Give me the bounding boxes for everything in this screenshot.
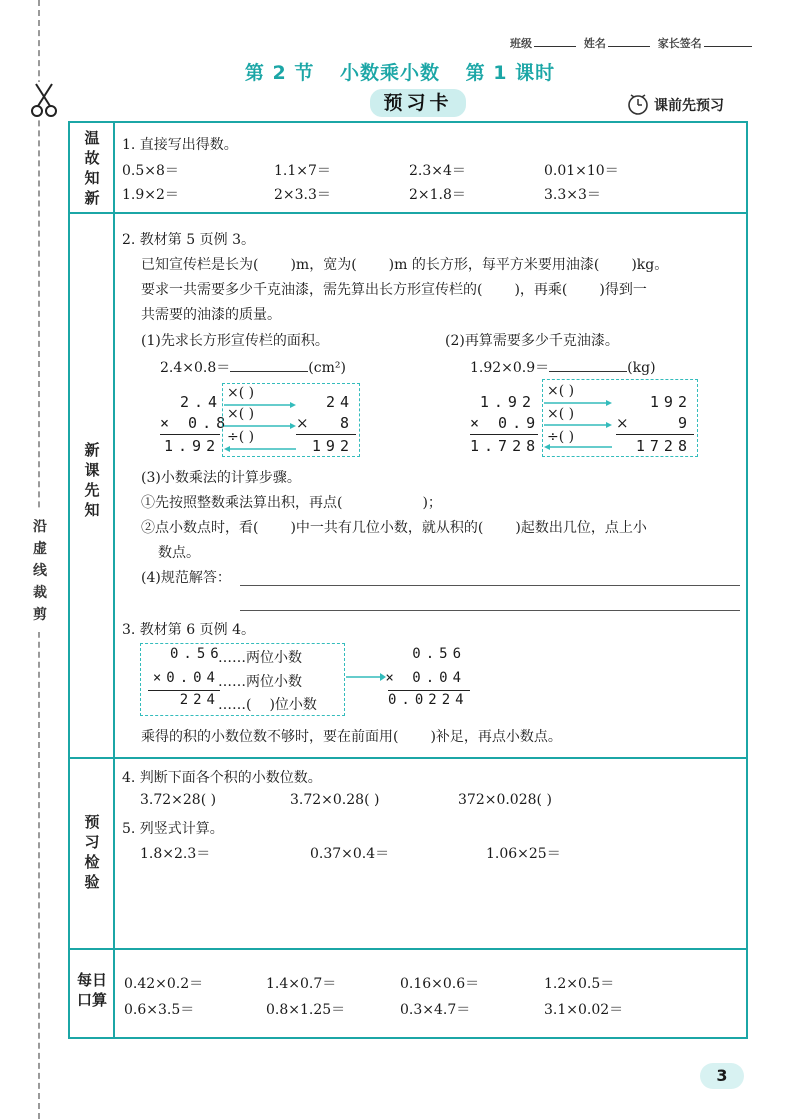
parent-sign-blank[interactable] <box>704 46 752 47</box>
daily-item: 0.16×0.6＝ <box>400 976 480 992</box>
preview-card-badge: 预习卡 <box>370 89 466 117</box>
preview-label: 课前先预习 <box>654 98 724 114</box>
step2-expression: 1.92×0.9＝ <box>470 360 550 376</box>
q2-paragraph: 共需要的油漆的质量。 <box>141 307 281 323</box>
lesson-period: 第 1 课时 <box>465 62 556 84</box>
q1-item: 1.9×2＝ <box>122 187 179 203</box>
calc-rule <box>296 434 356 435</box>
step3-rule-a <box>141 492 442 512</box>
ex-factor-a: 0.56 <box>170 646 224 662</box>
q1-item: 2×1.8＝ <box>409 187 466 203</box>
daily-item: 0.42×0.2＝ <box>124 976 204 992</box>
step3-text: )中一共有几位小数，就从积的( <box>290 520 484 536</box>
cut-char: 沿 <box>33 519 47 535</box>
calc-rule <box>388 690 470 691</box>
q4-title: 4. 判断下面各个积的小数位数。 <box>122 770 322 786</box>
section-divider <box>68 948 748 950</box>
label-column-divider <box>113 121 115 1039</box>
step1-unit: (cm²) <box>308 360 346 376</box>
name-blank[interactable] <box>608 46 650 47</box>
q2-text: )得到一 <box>599 282 647 298</box>
q5-item: 1.8×2.3＝ <box>140 846 211 862</box>
daily-item: 0.3×4.7＝ <box>400 1002 471 1018</box>
q4-item: 3.72×28( ) <box>140 792 217 808</box>
step1-expression: 2.4×0.8＝ <box>160 360 231 376</box>
calc-factor-a: 2.4 <box>180 393 223 411</box>
q1-item: 3.3×3＝ <box>544 187 601 203</box>
cut-char: 线 <box>33 563 47 579</box>
step2-unit: (kg) <box>627 360 656 376</box>
step3-text: )起数出几位，点上小 <box>515 520 647 536</box>
section-label-newlesson: 新课先知 <box>84 441 100 519</box>
calc-factor-b: × 0.8 <box>160 414 231 432</box>
conversion-op: ×( ) <box>227 385 255 401</box>
ex-note-text: ……( <box>218 697 252 713</box>
ex-note <box>218 694 317 714</box>
calc-int-a: 192 <box>649 393 692 411</box>
step1-equation <box>160 357 346 377</box>
conversion-op: ÷( ) <box>547 429 575 445</box>
answer-blank[interactable] <box>230 371 308 372</box>
answer-line[interactable] <box>240 610 740 611</box>
step3-rule-b <box>141 517 647 537</box>
section-label-check: 预习检验 <box>84 813 100 891</box>
step3-text: ①先按照整数乘法算出积，再点( <box>141 495 343 511</box>
q5-item: 0.37×0.4＝ <box>310 846 390 862</box>
calc-rule <box>470 434 538 435</box>
ex-factor-b: × 0.04 <box>385 670 466 686</box>
page-number: 3 <box>700 1063 744 1089</box>
ex-product: 0.0224 <box>388 692 469 708</box>
cut-char: 裁 <box>33 585 47 601</box>
step3-text: )； <box>422 495 442 511</box>
step2-title: (2)再算需要多少千克油漆。 <box>445 333 619 349</box>
arrow-right-icon <box>346 672 386 682</box>
class-blank[interactable] <box>534 46 576 47</box>
q3-text: 乘得的积的小数位数不够时，要在前面用( <box>141 729 399 745</box>
calc-rule <box>148 690 220 691</box>
step3-title: (3)小数乘法的计算步骤。 <box>141 470 301 486</box>
calc-int-product: 1728 <box>635 437 692 455</box>
q2-text: 要求一共需要多少千克油漆，需先算出长方形宣传栏的( <box>141 282 483 298</box>
daily-item: 0.6×3.5＝ <box>124 1002 195 1018</box>
step4-title: (4)规范解答： <box>141 570 231 586</box>
class-label: 班级 <box>510 37 532 50</box>
q5-item: 1.06×25＝ <box>486 846 561 862</box>
ex-product: 224 <box>179 692 220 708</box>
calc-int-product: 192 <box>311 437 354 455</box>
times-sign: × <box>616 414 629 432</box>
q1-item: 1.1×7＝ <box>274 163 331 179</box>
calc-product: 1.92 <box>164 437 221 455</box>
section-divider <box>68 212 748 214</box>
q2-text: )m，宽为( <box>290 257 357 273</box>
q1-item: 0.5×8＝ <box>122 163 179 179</box>
ex-note-text: )位小数 <box>269 697 317 713</box>
ex-note: ……两位小数 <box>218 650 302 666</box>
step1-title: (1)先求长方形宣传栏的面积。 <box>141 333 329 349</box>
section-label-daily: 每日口算 <box>76 971 107 1009</box>
times-sign: × <box>296 414 309 432</box>
conversion-arrows <box>224 383 294 457</box>
conversion-op: ×( ) <box>547 406 575 422</box>
ex-factor-b: ×0.04 <box>152 670 220 686</box>
cut-instruction <box>30 510 50 632</box>
q1-item: 2.3×4＝ <box>409 163 466 179</box>
calc-rule <box>160 434 220 435</box>
page-title <box>0 58 800 85</box>
student-info-fields <box>510 35 756 51</box>
q3-text: )补足，再点小数点。 <box>430 729 562 745</box>
conversion-arrows <box>544 379 614 457</box>
ex-note: ……两位小数 <box>218 674 302 690</box>
step2-equation <box>470 357 656 377</box>
q3-title: 3. 教材第 6 页例 4。 <box>122 622 255 638</box>
section-divider <box>68 757 748 759</box>
daily-item: 3.1×0.02＝ <box>544 1002 624 1018</box>
lesson-topic: 小数乘小数 <box>339 62 440 84</box>
q3-conclusion <box>141 726 562 746</box>
daily-item: 1.4×0.7＝ <box>266 976 337 992</box>
q2-text: 已知宣传栏是长为( <box>141 257 259 273</box>
step3-text: ②点小数点时，看( <box>141 520 259 536</box>
scissors-icon <box>30 82 58 118</box>
calc-int-b: 9 <box>677 414 692 432</box>
calc-int-a: 24 <box>325 393 354 411</box>
daily-item: 1.2×0.5＝ <box>544 976 615 992</box>
calc-int-b: 8 <box>339 414 354 432</box>
q1-title: 1. 直接写出得数。 <box>122 137 238 153</box>
ex-factor-a: 0.56 <box>412 646 466 662</box>
q2-text: )kg。 <box>631 257 669 273</box>
q2-text: )m 的长方形，每平方米要用油漆( <box>388 257 600 273</box>
q5-title: 5. 列竖式计算。 <box>122 821 224 837</box>
answer-line[interactable] <box>240 585 740 586</box>
section-number: 第 2 节 <box>244 62 315 84</box>
q4-item: 3.72×0.28( ) <box>290 792 380 808</box>
cut-char: 虚 <box>33 541 47 557</box>
step3-rule-b-cont: 数点。 <box>158 545 200 561</box>
q2-paragraph <box>141 254 668 274</box>
answer-blank[interactable] <box>549 371 627 372</box>
clock-icon <box>626 92 650 116</box>
calc-rule <box>616 434 694 435</box>
conversion-op: ÷( ) <box>227 429 255 445</box>
q2-paragraph <box>141 279 647 299</box>
q1-item: 0.01×10＝ <box>544 163 619 179</box>
conversion-op: ×( ) <box>227 406 255 422</box>
conversion-op: ×( ) <box>547 383 575 399</box>
q1-item: 2×3.3＝ <box>274 187 331 203</box>
q2-title: 2. 教材第 5 页例 3。 <box>122 232 255 248</box>
calc-product: 1.728 <box>470 437 541 455</box>
calc-factor-a: 1.92 <box>479 393 536 411</box>
parent-sign-label: 家长签名 <box>657 37 702 50</box>
cut-char: 剪 <box>33 607 47 623</box>
daily-item: 0.8×1.25＝ <box>266 1002 346 1018</box>
name-label: 姓名 <box>583 37 606 50</box>
section-label-review: 温故知新 <box>84 129 100 207</box>
q4-item: 372×0.028( ) <box>458 792 552 808</box>
q2-text: )，再乘( <box>514 282 568 298</box>
calc-factor-b: × 0.9 <box>470 414 541 432</box>
